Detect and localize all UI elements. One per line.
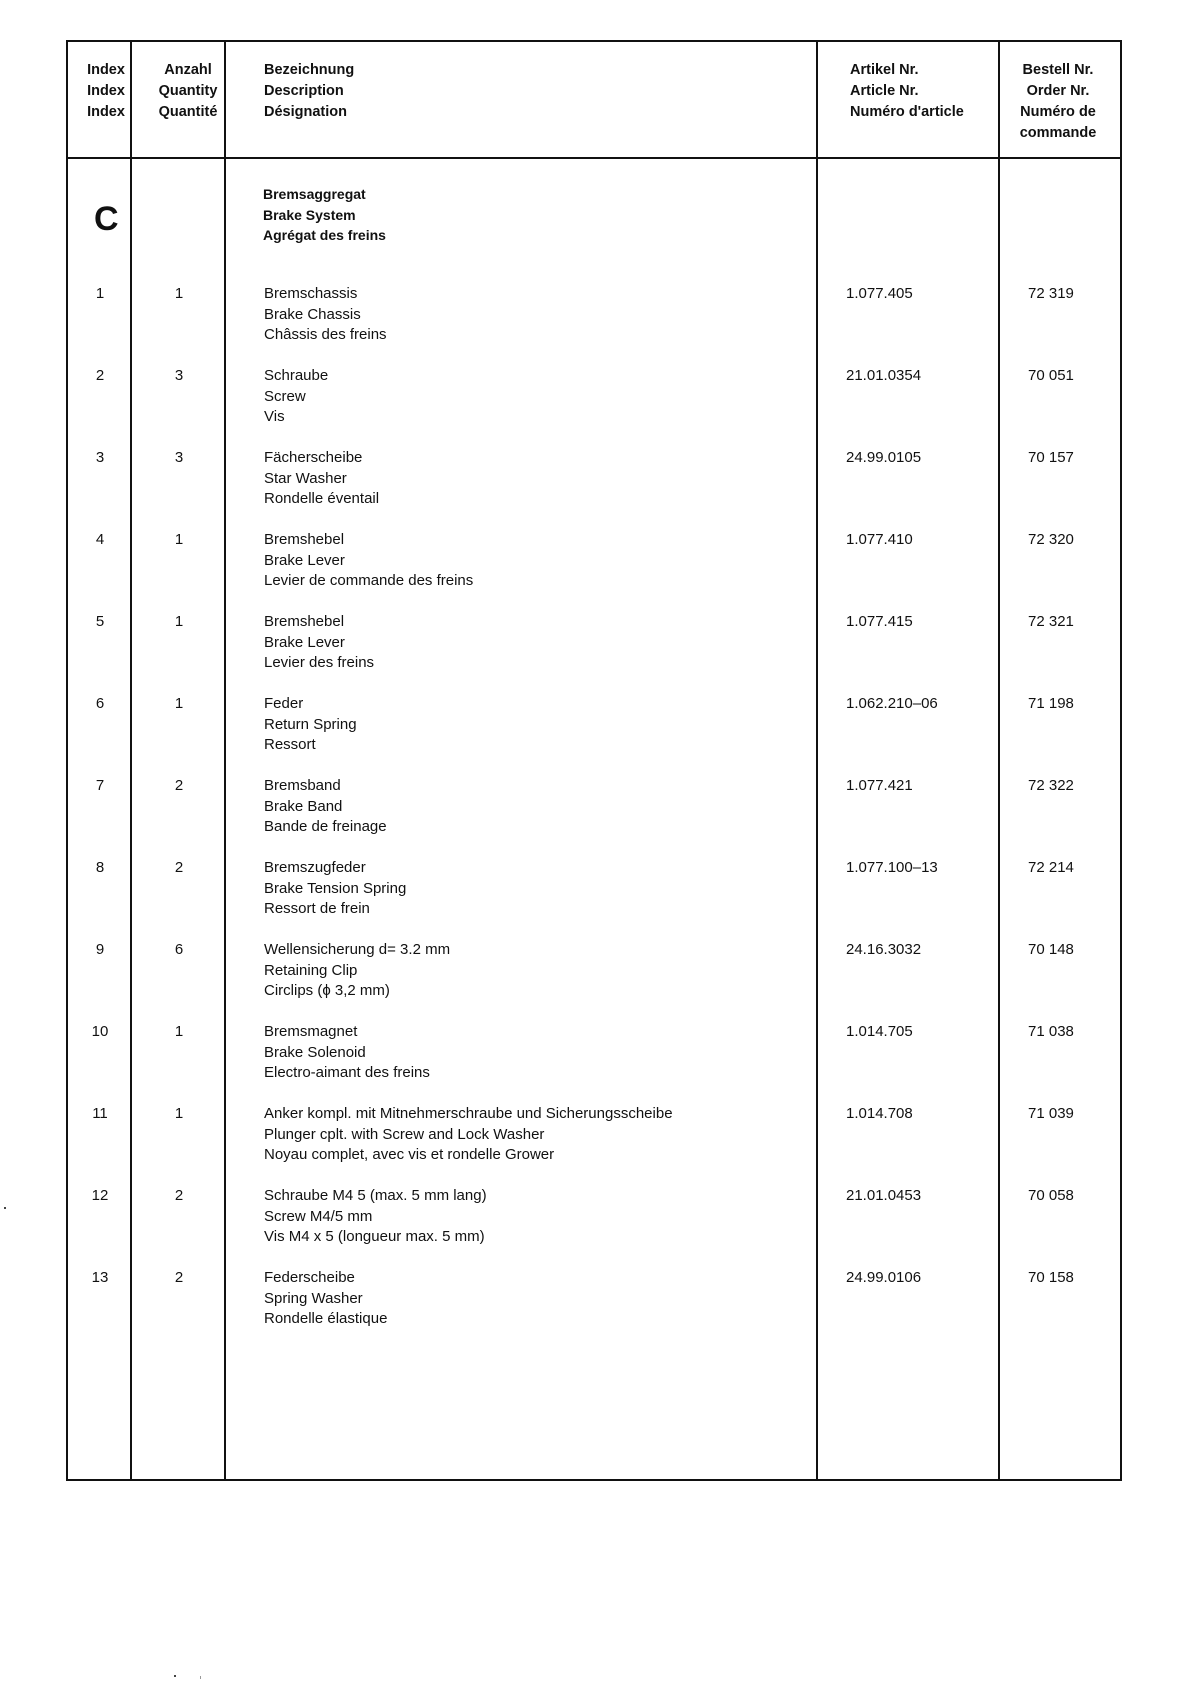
- row-index: 9: [95, 941, 105, 958]
- row-order-number: 70 157: [1028, 449, 1074, 466]
- row-quantity: 1: [174, 285, 184, 302]
- row-order-number: 72 321: [1028, 613, 1074, 630]
- description-line: Levier des freins: [264, 654, 375, 671]
- row-index: 6: [95, 695, 105, 712]
- description-line: Bremsmagnet: [264, 1023, 358, 1040]
- row-description: [264, 1104, 673, 1166]
- row-quantity: 1: [174, 695, 184, 712]
- table-row: [68, 1186, 1120, 1264]
- description-line: Noyau complet, avec vis et rondelle Grower: [264, 1146, 555, 1163]
- description-line: Bremsband: [264, 777, 341, 794]
- row-quantity: 3: [174, 449, 184, 466]
- description-line: Feder: [264, 695, 304, 712]
- scan-speck: [4, 1207, 6, 1209]
- row-order-number: 72 320: [1028, 531, 1074, 548]
- row-quantity: 6: [174, 941, 184, 958]
- row-article-number: 21.01.0354: [846, 367, 922, 384]
- row-description: [264, 1268, 387, 1330]
- row-article-number: 1.077.405: [846, 285, 913, 302]
- table-row: [68, 1022, 1120, 1100]
- row-description: [264, 776, 387, 838]
- row-quantity: 3: [174, 367, 184, 384]
- description-line: Brake Chassis: [264, 305, 361, 323]
- row-index: 8: [95, 859, 105, 876]
- row-quantity: 1: [174, 613, 184, 630]
- row-order-number: 71 039: [1028, 1105, 1074, 1122]
- row-article-number: 21.01.0453: [846, 1187, 922, 1204]
- table-row: [68, 776, 1120, 854]
- row-index: 1: [95, 285, 105, 302]
- row-quantity: 2: [174, 859, 184, 876]
- description-line: Electro-aimant des freins: [264, 1064, 430, 1081]
- description-line: Wellensicherung d= 3.2 mm: [264, 941, 451, 958]
- row-index: 12: [91, 1187, 109, 1204]
- description-line: Schraube M4 5 (max. 5 mm lang): [264, 1187, 487, 1204]
- description-line: Brake Solenoid: [264, 1043, 366, 1061]
- table-row: [68, 1268, 1120, 1346]
- row-description: [264, 858, 406, 920]
- description-line: Return Spring: [264, 715, 357, 733]
- description-line: Circlips (ϕ 3,2 mm): [264, 982, 390, 999]
- header-description: Bezeichnung Description Désignation: [264, 62, 355, 120]
- row-order-number: 71 198: [1028, 695, 1074, 712]
- header-index: Index Index Index: [87, 62, 125, 120]
- row-description: [264, 448, 379, 510]
- table-row: [68, 530, 1120, 608]
- description-line: Rondelle éventail: [264, 490, 380, 507]
- row-index: 10: [91, 1023, 109, 1040]
- row-article-number: 1.077.410: [846, 531, 913, 548]
- table-row: [68, 366, 1120, 444]
- scan-speck: [174, 1675, 176, 1677]
- description-line: Rondelle élastique: [264, 1310, 388, 1327]
- row-index: 4: [95, 531, 105, 548]
- section-title: Bremsaggregat Brake System Agrégat des freins: [263, 186, 386, 243]
- row-order-number: 70 158: [1028, 1269, 1074, 1286]
- header-order-number: Bestell Nr. Order Nr. Numéro de commande: [1019, 62, 1097, 141]
- description-line: Spring Washer: [264, 1289, 363, 1307]
- table-row: [68, 284, 1120, 362]
- row-article-number: 1.014.708: [846, 1105, 913, 1122]
- row-article-number: 1.077.100–13: [846, 859, 938, 876]
- row-index: 2: [95, 367, 105, 384]
- description-line: Vis: [264, 408, 285, 425]
- description-line: Vis M4 x 5 (longueur max. 5 mm): [264, 1228, 485, 1245]
- row-article-number: 1.077.421: [846, 777, 913, 794]
- row-quantity: 1: [174, 1023, 184, 1040]
- row-description: [264, 366, 328, 428]
- description-line: Ressort de frein: [264, 900, 370, 917]
- row-index: 3: [95, 449, 105, 466]
- row-description: [264, 1022, 430, 1084]
- description-line: Brake Lever: [264, 633, 345, 651]
- description-line: Levier de commande des freins: [264, 572, 474, 589]
- row-quantity: 2: [174, 1269, 184, 1286]
- description-line: Federscheibe: [264, 1269, 355, 1286]
- row-description: [264, 694, 357, 756]
- description-line: Schraube: [264, 367, 329, 384]
- description-line: Ressort: [264, 736, 316, 753]
- description-line: Bremshebel: [264, 613, 345, 630]
- row-order-number: 72 322: [1028, 777, 1074, 794]
- row-index: 13: [91, 1269, 109, 1286]
- row-order-number: 70 148: [1028, 941, 1074, 958]
- section-letter: C: [94, 200, 119, 238]
- table-row: [68, 940, 1120, 1018]
- header-article-number: Artikel Nr. Article Nr. Numéro d'article: [850, 62, 964, 120]
- table-row: [68, 612, 1120, 690]
- row-order-number: 70 058: [1028, 1187, 1074, 1204]
- row-article-number: 24.99.0106: [846, 1269, 922, 1286]
- description-line: Retaining Clip: [264, 961, 358, 979]
- description-line: Anker kompl. mit Mitnehmerschraube und Sicherungsscheibe: [264, 1105, 673, 1122]
- table-row: [68, 858, 1120, 936]
- row-description: [264, 940, 450, 1002]
- row-quantity: 1: [174, 531, 184, 548]
- parts-table: [66, 40, 1122, 1481]
- row-order-number: 70 051: [1028, 367, 1074, 384]
- row-article-number: 1.062.210–06: [846, 695, 938, 712]
- description-line: Brake Tension Spring: [264, 879, 407, 897]
- description-line: Bremszugfeder: [264, 859, 366, 876]
- row-quantity: 1: [174, 1105, 184, 1122]
- description-line: Bremshebel: [264, 531, 345, 548]
- table-row: [68, 694, 1120, 772]
- table-row: [68, 448, 1120, 526]
- description-line: Brake Lever: [264, 551, 345, 569]
- header-quantity: Anzahl Quantity Quantité: [158, 62, 218, 120]
- row-index: 7: [95, 777, 105, 794]
- description-line: Brake Band: [264, 797, 343, 815]
- description-line: Star Washer: [264, 469, 347, 487]
- row-order-number: 71 038: [1028, 1023, 1074, 1040]
- row-article-number: 24.99.0105: [846, 449, 922, 466]
- row-order-number: 72 319: [1028, 285, 1074, 302]
- row-order-number: 72 214: [1028, 859, 1074, 876]
- row-description: [264, 530, 473, 592]
- row-article-number: 24.16.3032: [846, 941, 922, 958]
- row-description: [264, 284, 387, 346]
- header-divider: [68, 157, 1120, 159]
- description-line: Screw M4/5 mm: [264, 1207, 373, 1225]
- row-article-number: 1.077.415: [846, 613, 913, 630]
- row-description: [264, 612, 374, 674]
- description-line: Fächerscheibe: [264, 449, 363, 466]
- scan-speck: [200, 1676, 201, 1679]
- row-index: 5: [95, 613, 105, 630]
- row-quantity: 2: [174, 1187, 184, 1204]
- row-description: [264, 1186, 487, 1248]
- row-article-number: 1.014.705: [846, 1023, 913, 1040]
- row-index: 11: [92, 1105, 108, 1122]
- description-line: Bremschassis: [264, 285, 358, 302]
- description-line: Plunger cplt. with Screw and Lock Washer: [264, 1125, 545, 1143]
- table-row: [68, 1104, 1120, 1182]
- description-line: Bande de freinage: [264, 818, 387, 835]
- description-line: Screw: [264, 387, 306, 405]
- description-line: Châssis des freins: [264, 326, 387, 343]
- row-quantity: 2: [174, 777, 184, 794]
